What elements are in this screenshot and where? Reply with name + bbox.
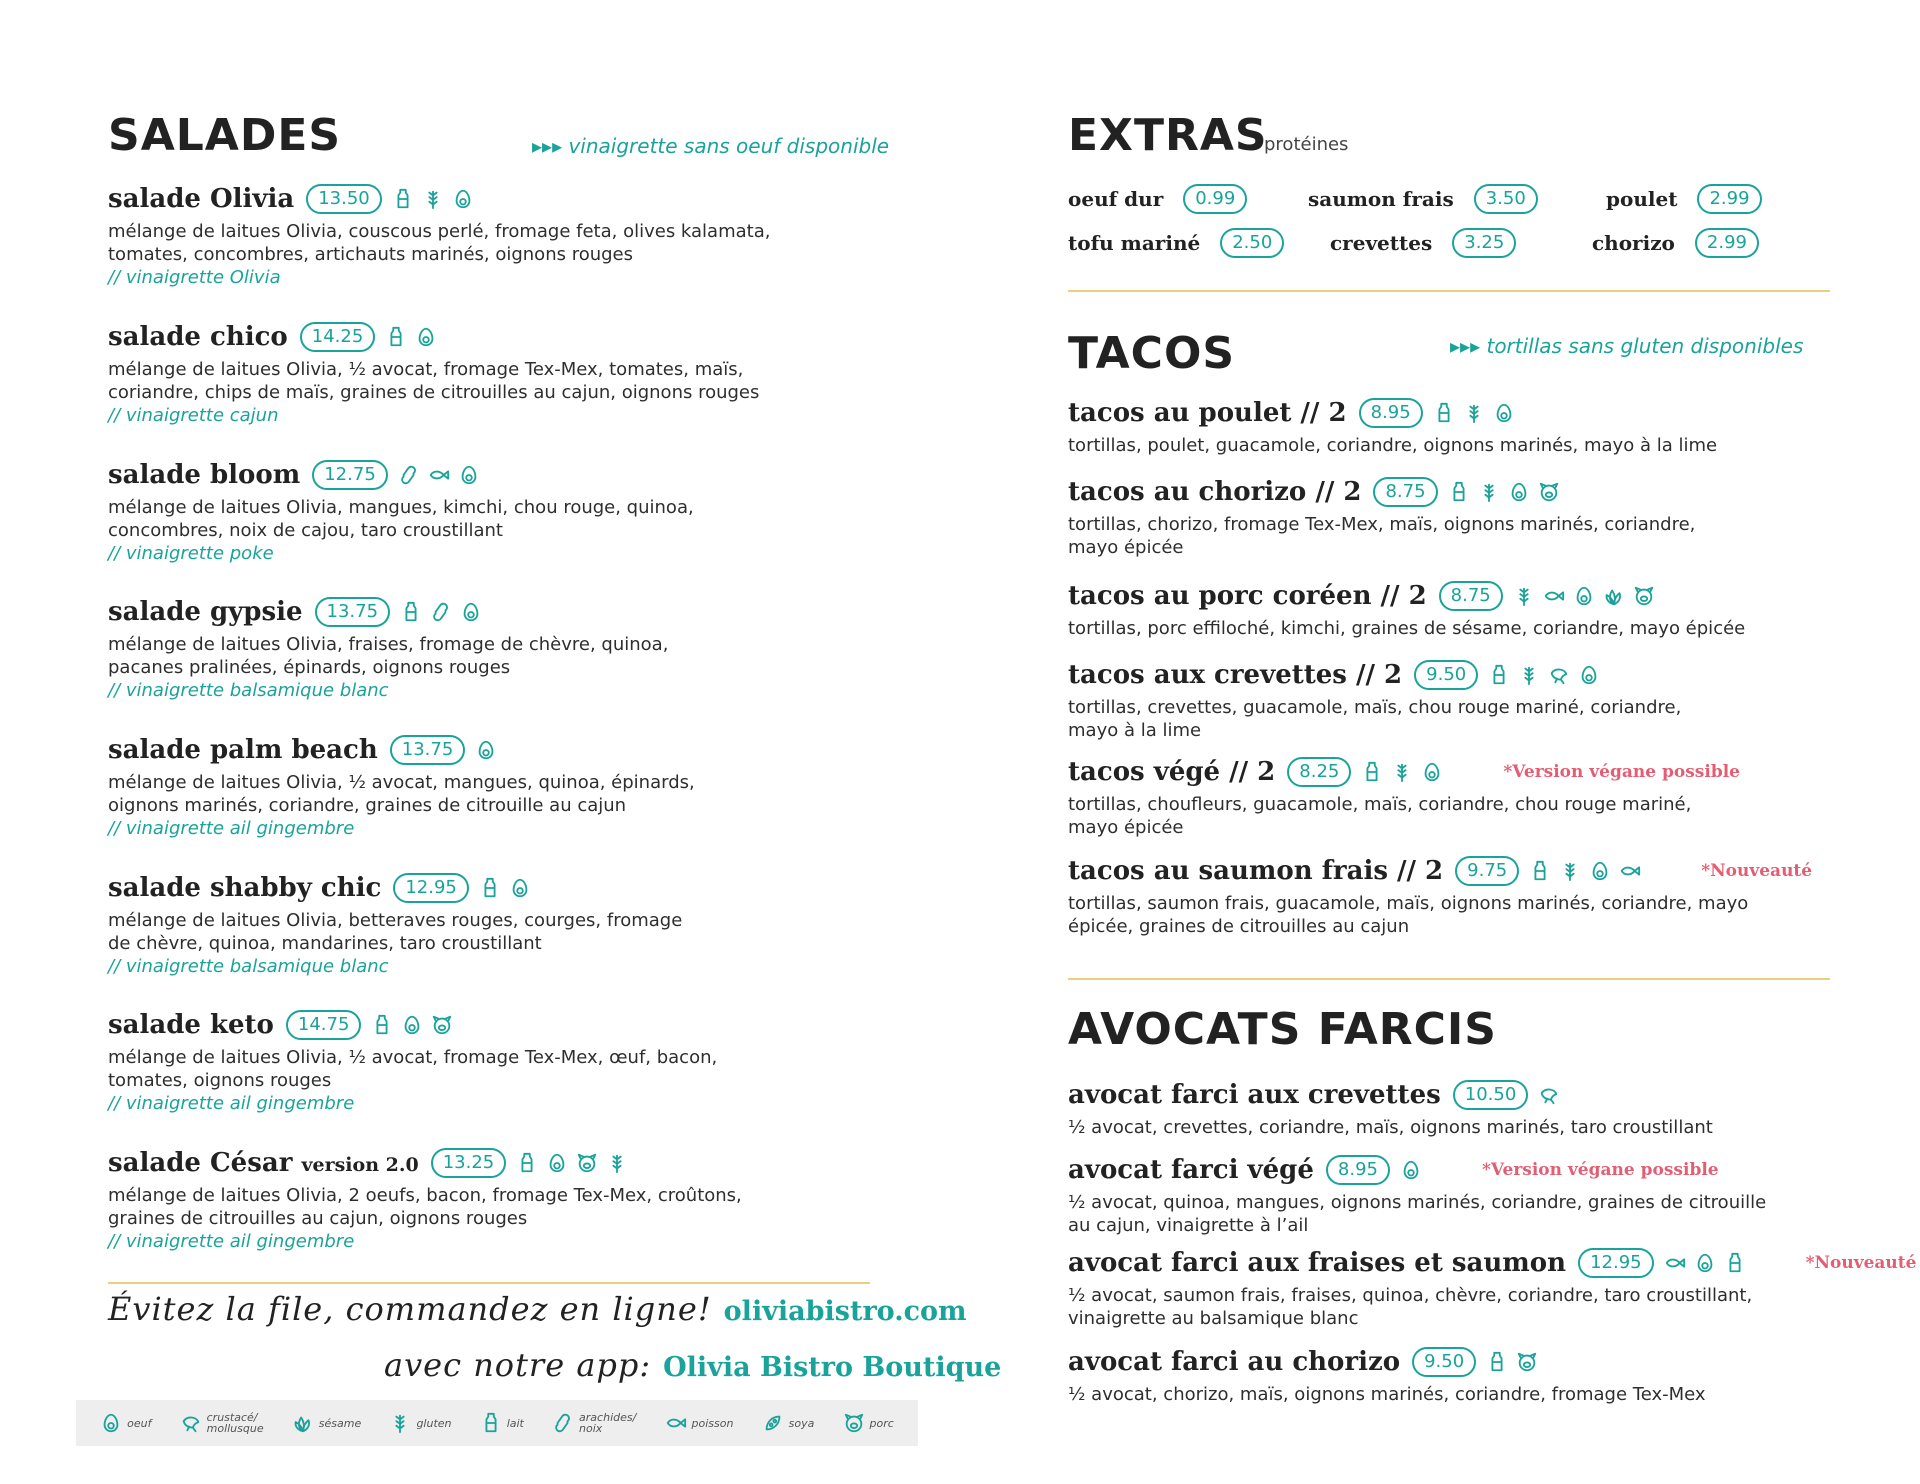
description-line: ½ avocat, saumon frais, fraises, quinoa, chèvre, coriandre, taro croustillant, [1068, 1285, 1753, 1306]
soya-icon [762, 1411, 784, 1435]
menu-item [1068, 658, 1848, 742]
poisson-icon [428, 463, 450, 487]
avocats-title: AVOCATS FARCIS [1068, 1004, 1497, 1055]
lait-icon [400, 600, 422, 624]
porc-icon [1516, 1350, 1538, 1374]
price-badge: 0.99 [1183, 184, 1247, 214]
price-badge: 8.75 [1373, 477, 1437, 507]
lait-icon [1448, 480, 1470, 504]
item-description [108, 496, 918, 542]
item-name [108, 597, 303, 627]
description-line: tortillas, choufleurs, guacamole, maïs, coriandre, chou rouge mariné, [1068, 794, 1692, 815]
item-name-text: salade bloom [108, 460, 301, 490]
item-description [1068, 1116, 1848, 1139]
oeuf-icon [1508, 480, 1530, 504]
description-line: mélange de laitues Olivia, 2 oeufs, bacon, fromage Tex-Mex, croûtons, [108, 1185, 742, 1206]
description-line: tortillas, chorizo, fromage Tex-Mex, maïs, oignons marinés, coriandre, [1068, 514, 1696, 535]
description-line: mélange de laitues Olivia, ½ avocat, mangues, quinoa, épinards, [108, 772, 695, 793]
allergen-legend [76, 1400, 918, 1446]
item-description [1068, 434, 1848, 457]
legend-label-line: sésame [318, 1416, 362, 1430]
arachides-icon [552, 1411, 574, 1435]
item-name-text: avocat farci au chorizo [1068, 1347, 1401, 1377]
website-link[interactable]: oliviabistro.com [723, 1296, 967, 1327]
legend-item [843, 1411, 894, 1435]
price-badge: 13.75 [390, 735, 466, 765]
porc-icon [431, 1013, 453, 1037]
item-description [1068, 892, 1848, 938]
legend-label [207, 1412, 264, 1434]
allergen-icons [392, 187, 474, 211]
item-header [108, 458, 918, 492]
legend-label-line: poisson [691, 1416, 734, 1430]
menu-item [1068, 854, 1848, 938]
menu-item [1068, 1345, 1848, 1406]
poisson-icon [1664, 1251, 1686, 1275]
price-badge: 3.50 [1474, 184, 1538, 214]
gluten-icon [1513, 584, 1535, 608]
lait-icon [516, 1151, 538, 1175]
allergen-icons [1538, 1083, 1560, 1107]
allergen-icons [479, 876, 531, 900]
item-header [1068, 658, 1848, 692]
legend-label [319, 1418, 361, 1429]
item-name [1068, 660, 1402, 690]
oeuf-icon [401, 1013, 423, 1037]
item-flag: *Nouveauté [1805, 1253, 1917, 1273]
price-badge: 9.75 [1455, 856, 1519, 886]
lait-icon [480, 1411, 502, 1435]
extra-name: crevettes [1330, 231, 1433, 255]
allergen-icons [398, 463, 480, 487]
crustace-icon [1548, 663, 1570, 687]
menu-item [108, 871, 918, 978]
divider [1068, 290, 1830, 292]
price-badge: 12.95 [393, 873, 469, 903]
description-line: tortillas, crevettes, guacamole, maïs, chou rouge mariné, coriandre, [1068, 697, 1682, 718]
lait-icon [1529, 859, 1551, 883]
item-header [1068, 475, 1848, 509]
item-name [1068, 757, 1275, 787]
oeuf-icon [509, 876, 531, 900]
description-line: mélange de laitues Olivia, ½ avocat, fromage Tex-Mex, tomates, maïs, [108, 359, 744, 380]
salades-title: SALADES [108, 110, 342, 161]
item-name [108, 460, 300, 490]
description-line: de chèvre, quinoa, mandarines, taro croustillant [108, 933, 542, 954]
allergen-icons [1361, 760, 1443, 784]
extra-item [1068, 228, 1284, 258]
item-header [1068, 854, 1848, 888]
legend-item [665, 1411, 734, 1435]
allergen-icons [1529, 859, 1641, 883]
item-description [108, 1184, 918, 1230]
divider [1068, 978, 1830, 980]
item-header [108, 182, 918, 216]
menu-item [1068, 579, 1848, 640]
allergen-icons [385, 325, 437, 349]
gluten-icon [1478, 480, 1500, 504]
item-description [108, 220, 918, 266]
oeuf-icon [452, 187, 474, 211]
item-name-suffix: version 2.0 [301, 1154, 419, 1176]
item-name [108, 735, 378, 765]
item-description [1068, 1284, 1848, 1330]
price-badge: 3.25 [1452, 228, 1516, 258]
item-name-text: salade Olivia [108, 184, 295, 214]
price-badge: 8.95 [1326, 1155, 1390, 1185]
gluten-icon [1463, 401, 1485, 425]
extra-item [1308, 184, 1538, 214]
cta-line-2 [384, 1346, 1001, 1384]
description-line: mélange de laitues Olivia, couscous perlé, fromage feta, olives kalamata, [108, 221, 771, 242]
lait-icon [385, 325, 407, 349]
item-name-text: salade shabby chic [108, 873, 382, 903]
description-line: tortillas, saumon frais, guacamole, maïs, oignons marinés, coriandre, mayo [1068, 893, 1749, 914]
item-dressing: // vinaigrette ail gingembre [108, 1093, 355, 1114]
item-header [1068, 1345, 1848, 1379]
legend-item [100, 1411, 151, 1435]
oeuf-icon [1589, 859, 1611, 883]
item-name [108, 1010, 274, 1040]
price-badge: 2.99 [1697, 184, 1761, 214]
description-line: mélange de laitues Olivia, mangues, kimchi, chou rouge, quinoa, [108, 497, 694, 518]
legend-item [180, 1411, 264, 1435]
legend-label [127, 1418, 151, 1429]
description-line: mélange de laitues Olivia, ½ avocat, fromage Tex-Mex, œuf, bacon, [108, 1047, 718, 1068]
oeuf-icon [1400, 1158, 1422, 1182]
legend-label-line: crustacé/ [206, 1411, 258, 1424]
item-name [1068, 581, 1427, 611]
price-badge: 2.99 [1695, 228, 1759, 258]
menu-item [108, 1146, 918, 1253]
gluten-icon [422, 187, 444, 211]
sesame-icon [1603, 584, 1625, 608]
lait-icon [1488, 663, 1510, 687]
price-badge: 14.25 [300, 322, 376, 352]
price-badge: 8.25 [1287, 757, 1351, 787]
item-header [1068, 1153, 1848, 1187]
app-link[interactable]: Olivia Bistro Boutique [663, 1352, 1002, 1383]
gluten-icon [1391, 760, 1413, 784]
item-dressing: // vinaigrette balsamique blanc [108, 956, 389, 977]
price-badge: 12.95 [1578, 1248, 1654, 1278]
allergen-icons [516, 1151, 628, 1175]
legend-item [552, 1411, 636, 1435]
extra-item [1606, 184, 1762, 214]
item-name-text: tacos végé // 2 [1068, 757, 1276, 787]
allergen-icons [1488, 663, 1600, 687]
description-line: coriandre, chips de maïs, graines de citrouilles au cajun, oignons rouges [108, 382, 760, 403]
item-description [1068, 1191, 1848, 1237]
item-name [1068, 398, 1347, 428]
price-badge: 13.25 [431, 1148, 507, 1178]
description-line: épicée, graines de citrouilles au cajun [1068, 916, 1410, 937]
item-header [1068, 1078, 1848, 1112]
lait-icon [479, 876, 501, 900]
item-description [108, 633, 918, 679]
legend-label [416, 1418, 451, 1429]
price-badge: 9.50 [1414, 660, 1478, 690]
item-name-text: tacos aux crevettes // 2 [1068, 660, 1403, 690]
item-description [1068, 513, 1848, 559]
extra-item [1592, 228, 1759, 258]
description-line: mélange de laitues Olivia, fraises, fromage de chèvre, quinoa, [108, 634, 669, 655]
menu-item [108, 733, 918, 840]
item-description [1068, 696, 1848, 742]
item-dressing: // vinaigrette poke [108, 543, 274, 564]
item-name [1068, 1347, 1400, 1377]
item-name-text: salade gypsie [108, 597, 303, 627]
item-name [1068, 1155, 1314, 1185]
oeuf-icon [1493, 401, 1515, 425]
menu-item [108, 1008, 918, 1115]
oeuf-icon [546, 1151, 568, 1175]
item-name [108, 184, 294, 214]
tacos-note: ▸▸▸ tortillas sans gluten disponibles [1450, 334, 1804, 358]
allergen-icons [1513, 584, 1655, 608]
allergen-icons [1448, 480, 1560, 504]
item-name-text: tacos au chorizo // 2 [1068, 477, 1362, 507]
description-line: mayo épicée [1068, 817, 1184, 838]
item-name-text: tacos au saumon frais // 2 [1068, 856, 1444, 886]
price-badge: 13.75 [315, 597, 391, 627]
item-name-text: salade César [108, 1148, 293, 1178]
description-line: mélange de laitues Olivia, betteraves rouges, courges, fromage [108, 910, 683, 931]
extra-name: poulet [1606, 187, 1678, 211]
lait-icon [1486, 1350, 1508, 1374]
lait-icon [1433, 401, 1455, 425]
price-badge: 10.50 [1453, 1080, 1529, 1110]
extra-name: oeuf dur [1068, 187, 1164, 211]
gluten-icon [606, 1151, 628, 1175]
gluten-icon [1559, 859, 1581, 883]
item-header [108, 1146, 918, 1180]
salades-note: ▸▸▸ vinaigrette sans oeuf disponible [532, 134, 890, 158]
legend-label-line: soya [788, 1416, 815, 1430]
porc-icon [1538, 480, 1560, 504]
menu-item [1068, 1078, 1848, 1139]
item-header [1068, 755, 1848, 789]
item-header [1068, 579, 1848, 613]
item-dressing: // vinaigrette ail gingembre [108, 1231, 355, 1252]
price-badge: 8.95 [1359, 398, 1423, 428]
price-badge: 2.50 [1220, 228, 1284, 258]
item-header [108, 871, 918, 905]
allergen-icons [371, 1013, 453, 1037]
price-badge: 9.50 [1412, 1347, 1476, 1377]
item-description [1068, 617, 1848, 640]
price-badge: 14.75 [286, 1010, 362, 1040]
allergen-icons [1433, 401, 1515, 425]
legend-label [507, 1418, 524, 1429]
extras-title: EXTRAS [1068, 110, 1268, 161]
item-description [1068, 1383, 1848, 1406]
item-flag: *Version végane possible [1503, 762, 1740, 782]
gluten-icon [389, 1411, 411, 1435]
cta-line-1 [108, 1290, 967, 1328]
item-name [1068, 1248, 1566, 1278]
item-header [1068, 396, 1848, 430]
lait-icon [392, 187, 414, 211]
description-line: vinaigrette au balsamique blanc [1068, 1308, 1359, 1329]
legend-label-line: arachides/ [579, 1411, 637, 1424]
lait-icon [371, 1013, 393, 1037]
item-name-text: tacos au porc coréen // 2 [1068, 581, 1427, 611]
extras-subtitle: protéines [1264, 134, 1349, 155]
description-line: oignons marinés, coriandre, graines de citrouille au cajun [108, 795, 627, 816]
item-name [1068, 1080, 1441, 1110]
item-description [1068, 793, 1848, 839]
menu-item [1068, 475, 1848, 559]
oeuf-icon [1573, 584, 1595, 608]
oeuf-icon [458, 463, 480, 487]
extra-name: chorizo [1592, 231, 1675, 255]
crustace-icon [180, 1411, 202, 1435]
menu-item [1068, 1153, 1848, 1237]
legend-item [389, 1411, 451, 1435]
item-dressing: // vinaigrette cajun [108, 405, 279, 426]
extra-name: saumon frais [1308, 187, 1454, 211]
poisson-icon [1543, 584, 1565, 608]
item-dressing: // vinaigrette Olivia [108, 267, 281, 288]
item-name-text: salade keto [108, 1010, 274, 1040]
legend-label [692, 1418, 734, 1429]
oeuf-icon [415, 325, 437, 349]
item-description [108, 1046, 918, 1092]
legend-label [579, 1412, 636, 1434]
description-line: tortillas, porc effiloché, kimchi, graines de sésame, coriandre, mayo épicée [1068, 618, 1746, 639]
arachides-icon [398, 463, 420, 487]
porc-icon [576, 1151, 598, 1175]
item-header [108, 320, 918, 354]
price-badge: 13.50 [306, 184, 382, 214]
item-header [108, 1008, 918, 1042]
divider [108, 1282, 870, 1284]
item-name-text: tacos au poulet // 2 [1068, 398, 1347, 428]
item-dressing: // vinaigrette ail gingembre [108, 818, 355, 839]
item-name [1068, 856, 1443, 886]
description-line: concombres, noix de cajou, taro croustillant [108, 520, 503, 541]
legend-item [762, 1411, 815, 1435]
menu-item [1068, 1246, 1917, 1330]
menu-item [108, 458, 918, 565]
item-name-text: avocat farci végé [1068, 1155, 1314, 1185]
item-flag: *Version végane possible [1481, 1160, 1719, 1180]
menu-item [1068, 396, 1848, 457]
item-description [108, 771, 918, 817]
description-line: mayo à la lime [1068, 720, 1202, 741]
item-description [108, 909, 918, 955]
price-badge: 8.75 [1439, 581, 1503, 611]
arachides-icon [430, 600, 452, 624]
oeuf-icon [100, 1411, 122, 1435]
legend-item [292, 1411, 361, 1435]
item-header [108, 733, 918, 767]
tacos-title: TACOS [1068, 328, 1236, 379]
extra-item [1068, 184, 1247, 214]
poisson-icon [1619, 859, 1641, 883]
description-line: ½ avocat, crevettes, coriandre, maïs, oignons marinés, taro croustillant [1068, 1117, 1713, 1138]
legend-label-line: noix [579, 1422, 603, 1435]
menu-item [108, 320, 918, 427]
lait-icon [1724, 1251, 1746, 1275]
item-description [108, 358, 918, 404]
legend-label-line: oeuf [127, 1416, 152, 1430]
item-name-text: salade palm beach [108, 735, 378, 765]
cta-script-1: Évitez la file, commandez en ligne! [108, 1290, 712, 1328]
poisson-icon [665, 1411, 687, 1435]
oeuf-icon [1421, 760, 1443, 784]
allergen-icons [1486, 1350, 1538, 1374]
item-name-text: avocat farci aux crevettes [1068, 1080, 1441, 1110]
item-name-text: salade chico [108, 322, 288, 352]
legend-label [789, 1418, 815, 1429]
allergen-icons [475, 738, 497, 762]
legend-label-line: gluten [416, 1416, 452, 1430]
description-line: au cajun, vinaigrette à l’ail [1068, 1215, 1309, 1236]
item-header [108, 595, 918, 629]
menu-item [1068, 755, 1848, 839]
legend-item [480, 1411, 524, 1435]
cta-script-2: avec notre app: [384, 1346, 652, 1384]
menu-item [108, 182, 918, 289]
item-name [1068, 477, 1361, 507]
allergen-icons [400, 600, 482, 624]
item-name [108, 322, 288, 352]
item-name [108, 1148, 419, 1178]
porc-icon [843, 1411, 865, 1435]
sesame-icon [292, 1411, 314, 1435]
allergen-icons [1664, 1251, 1746, 1275]
porc-icon [1633, 584, 1655, 608]
description-line: ½ avocat, quinoa, mangues, oignons marinés, coriandre, graines de citrouille [1068, 1192, 1767, 1213]
price-badge: 12.75 [312, 460, 388, 490]
description-line: pacanes pralinées, épinards, oignons rouges [108, 657, 511, 678]
item-flag: *Nouveauté [1701, 861, 1813, 881]
description-line: graines de citrouilles au cajun, oignons rouges [108, 1208, 528, 1229]
oeuf-icon [475, 738, 497, 762]
description-line: tomates, oignons rouges [108, 1070, 332, 1091]
oeuf-icon [1578, 663, 1600, 687]
item-header [1068, 1246, 1917, 1280]
item-dressing: // vinaigrette balsamique blanc [108, 680, 389, 701]
crustace-icon [1538, 1083, 1560, 1107]
description-line: tortillas, poulet, guacamole, coriandre, oignons marinés, mayo à la lime [1068, 435, 1718, 456]
gluten-icon [1518, 663, 1540, 687]
item-name-text: avocat farci aux fraises et saumon [1068, 1248, 1567, 1278]
legend-label-line: mollusque [206, 1422, 264, 1435]
legend-label-line: lait [506, 1416, 524, 1430]
legend-label [870, 1418, 894, 1429]
description-line: ½ avocat, chorizo, maïs, oignons marinés, coriandre, fromage Tex-Mex [1068, 1384, 1706, 1405]
description-line: mayo épicée [1068, 537, 1184, 558]
extra-name: tofu mariné [1068, 231, 1201, 255]
item-name [108, 873, 381, 903]
oeuf-icon [460, 600, 482, 624]
legend-label-line: porc [869, 1416, 894, 1430]
oeuf-icon [1694, 1251, 1716, 1275]
description-line: tomates, concombres, artichauts marinés, oignons rouges [108, 244, 634, 265]
lait-icon [1361, 760, 1383, 784]
menu-item [108, 595, 918, 702]
allergen-icons [1400, 1158, 1422, 1182]
extra-item [1330, 228, 1516, 258]
